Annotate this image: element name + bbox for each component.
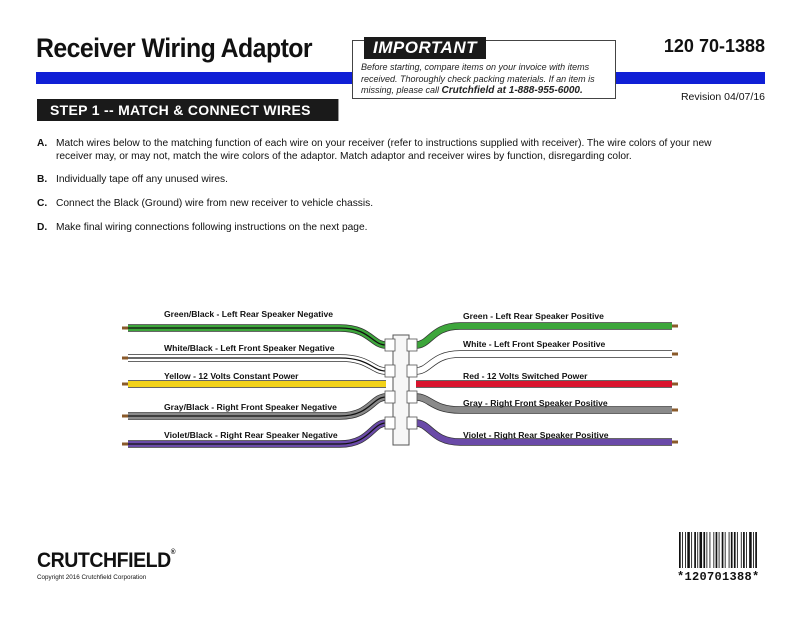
part-number: 120 70-1388 <box>663 36 765 56</box>
wire-label-left: Gray/Black - Right Front Speaker Negative <box>164 402 337 412</box>
wire-label-right: Violet - Right Rear Speaker Positive <box>463 430 609 440</box>
barcode-text: *120701388* <box>677 570 760 584</box>
important-phone: Crutchfield at 1-888-955-6000. <box>441 85 583 96</box>
wire-left <box>128 358 386 371</box>
important-label: IMPORTANT <box>364 37 486 59</box>
barcode-bar <box>710 532 711 568</box>
instruction-text: Individually tape off any unused wires. <box>56 174 228 185</box>
copyright-text: Copyright 2016 Crutchfield Corporation <box>37 574 147 581</box>
barcode-bar <box>734 532 736 568</box>
barcode-bar <box>746 532 747 568</box>
page-title: Receiver Wiring Adaptor <box>36 33 313 63</box>
instruction-text: Match wires below to the matching function of each wire on your receiver (refer to instructions supplied with receiver). The wire colors of your new receiver may, or may not, match the wire colors of the adaptor. Match adaptor and receiver wires by function, disregarding color. <box>56 138 712 162</box>
instruction-text: Connect the Black (Ground) wire from new receiver to vehicle chassis. <box>56 198 374 209</box>
instruction-letter: D. <box>37 222 48 233</box>
barcode-bar <box>731 532 733 568</box>
barcode-bar <box>694 532 696 568</box>
logo-text: CRUTCHFIELD <box>37 549 171 572</box>
barcode-bar <box>753 532 754 568</box>
revision-date: Revision 04/07/16 <box>680 91 765 103</box>
instruction-text: Make final wiring connections following instructions on the next page. <box>56 222 368 233</box>
important-notice-body: Before starting, compare items on your invoice with items received. Thoroughly check packing materials. If an item is missing, please call <box>361 62 595 95</box>
instruction-letter: A. <box>37 138 48 149</box>
wire-label-left: Violet/Black - Right Rear Speaker Negative <box>164 430 338 440</box>
wire-label-right: White - Left Front Speaker Positive <box>463 339 606 349</box>
instruction-letter: B. <box>37 174 48 185</box>
wire-label-right: Gray - Right Front Speaker Positive <box>463 398 608 408</box>
barcode-bar <box>703 532 705 568</box>
barcode-bar <box>713 532 714 568</box>
wire-right <box>416 354 672 371</box>
wire-label-left: Yellow - 12 Volts Constant Power <box>164 371 299 381</box>
wire-label-right: Green - Left Rear Speaker Positive <box>463 311 604 321</box>
barcode-bar <box>679 532 681 568</box>
wire-label-left: Green/Black - Left Rear Speaker Negative <box>164 309 334 319</box>
barcode-bar <box>722 532 724 568</box>
barcode-bar <box>741 532 742 568</box>
barcode-bar <box>682 532 683 568</box>
barcode-bar <box>719 532 720 568</box>
barcode-bar <box>687 532 690 568</box>
barcode-bar <box>743 532 745 568</box>
barcode-bar <box>755 532 757 568</box>
wire-label-right: Red - 12 Volts Switched Power <box>463 371 588 381</box>
barcode-bar <box>691 532 692 568</box>
barcode-bar <box>697 532 698 568</box>
barcode-bar <box>685 532 686 568</box>
barcode-bar <box>725 532 726 568</box>
wire-label-left: White/Black - Left Front Speaker Negative <box>164 343 335 353</box>
barcode-bar <box>749 532 752 568</box>
barcode-bar <box>706 532 707 568</box>
instruction-letter: C. <box>37 198 48 209</box>
harness-connector <box>385 335 417 445</box>
registered-mark: ® <box>170 549 176 556</box>
barcode-bar <box>737 532 738 568</box>
crutchfield-logo <box>37 549 175 573</box>
barcode <box>679 532 766 568</box>
step-heading: STEP 1 -- MATCH & CONNECT WIRES <box>37 99 339 121</box>
barcode-bar <box>700 532 703 568</box>
barcode-bar <box>716 532 718 568</box>
barcode-bar <box>729 532 730 568</box>
